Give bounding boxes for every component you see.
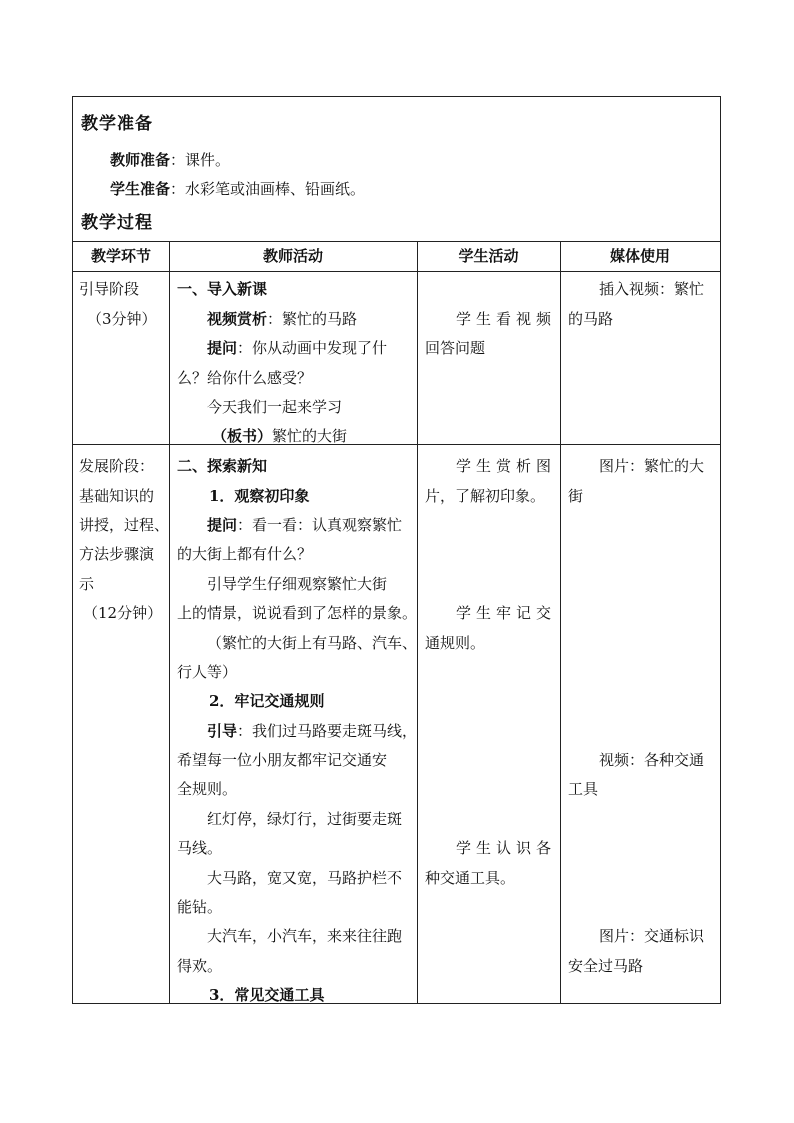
row2-subsection-1: 1．观察初印象 (209, 487, 310, 505)
row2-rhyme3-line2: 得欢。 (177, 957, 223, 975)
row2-stage-line4: 方法步骤演 (79, 545, 155, 563)
row1-today-line: 今天我们一起来学习 (207, 398, 343, 416)
guide-label: 引导 (207, 722, 238, 740)
row2-stage-time: （12分钟） (83, 604, 163, 622)
row2-guide2-line2: 希望每一位小朋友都牢记交通安 (177, 751, 388, 769)
column-divider (417, 241, 418, 1003)
row1-stage-time: （3分钟） (87, 310, 157, 328)
row2-section-title: 二、探索新知 (177, 457, 268, 475)
row2-subsection-2: 2．牢记交通规则 (209, 692, 325, 710)
board-text: 繁忙的大街 (272, 427, 348, 445)
preparation-title: 教学准备 (81, 114, 153, 134)
student-prep-value: ：水彩笔或油画棒、铅画纸。 (170, 180, 366, 198)
row2-question-line (207, 511, 402, 541)
row2-paren-line1: （繁忙的大街上有马路、汽车、 (207, 634, 418, 652)
row1-section-title: 一、导入新课 (177, 280, 268, 298)
row2-stage-line5: 示 (79, 575, 95, 593)
row1-media-line1: 插入视频：繁忙 (599, 280, 705, 298)
row2-student-a2: 片，了解初印象。 (425, 487, 546, 505)
row2-stage-line1: 发展阶段： (79, 457, 155, 475)
teacher-prep-label: 教师准备 (110, 151, 171, 169)
column-divider (560, 241, 561, 1003)
row2-rhyme2-line1: 大马路，宽又宽，马路护栏不 (207, 869, 403, 887)
process-title: 教学过程 (81, 213, 153, 233)
guide-text: ：我们过马路要走斑马线， (237, 722, 418, 740)
row2-rhyme2-line2: 能钻。 (177, 898, 223, 916)
teacher-preparation (110, 149, 230, 170)
row1-video-line (207, 305, 357, 335)
row2-stage-line2: 基础知识的 (79, 487, 155, 505)
question-label: 提问 (207, 339, 238, 357)
column-divider (169, 241, 170, 1003)
question-text: ：你从动画中发现了什 (237, 339, 388, 357)
preparation-section (73, 97, 720, 242)
header-stage: 教学环节 (90, 247, 151, 265)
row1-board-line (212, 422, 347, 452)
question-label: 提问 (207, 516, 238, 534)
lesson-plan-frame (72, 96, 721, 1004)
row2-question-cont: 的大街上都有什么？ (177, 545, 313, 563)
header-media-use: 媒体使用 (609, 247, 670, 265)
row2-student-c1: 学生认识各 (456, 839, 557, 857)
row2-guide2-line1 (207, 717, 417, 747)
row2-stage-line3: 讲授，过程、 (79, 516, 170, 534)
row2-media-a1: 图片：繁忙的大 (599, 457, 705, 475)
row1-student-line1: 学生看视频 (456, 310, 557, 328)
video-text: ：繁忙的马路 (267, 310, 358, 328)
row2-guide2-line3: 全规则。 (177, 780, 238, 798)
video-label: 视频赏析 (207, 310, 268, 328)
student-preparation (110, 178, 365, 199)
row2-student-a1: 学生赏析图 (456, 457, 557, 475)
row2-student-b2: 通规则。 (425, 634, 486, 652)
question-text: ：看一看：认真观察繁忙 (237, 516, 403, 534)
row2-media-b2: 工具 (568, 780, 599, 798)
header-student-activity: 学生活动 (458, 247, 519, 265)
header-teacher-activity: 教师活动 (262, 247, 323, 265)
row2-paren-line2: 行人等） (177, 663, 238, 681)
row2-guide-line1: 引导学生仔细观察繁忙大街 (207, 575, 388, 593)
row2-subsection-3: 3．常见交通工具 (209, 986, 325, 1004)
board-label: （板书） (212, 427, 273, 445)
row1-media-line2: 的马路 (568, 310, 614, 328)
row1-student-line2: 回答问题 (425, 339, 486, 357)
row-divider (73, 444, 720, 445)
row2-student-b1: 学生牢记交 (456, 604, 557, 622)
row2-rhyme3-line1: 大汽车，小汽车，来来往往跑 (207, 927, 403, 945)
row1-question-cont: 么？给你什么感受？ (177, 369, 313, 387)
row2-rhyme1-line2: 马线。 (177, 839, 223, 857)
row1-question-line (207, 334, 387, 364)
row2-rhyme1-line1: 红灯停，绿灯行，过街要走斑 (207, 810, 403, 828)
row2-media-b1: 视频：各种交通 (599, 751, 705, 769)
row2-media-a2: 街 (568, 487, 584, 505)
teacher-prep-value: ：课件。 (170, 151, 231, 169)
row1-stage-name: 引导阶段 (79, 280, 140, 298)
row2-student-c2: 种交通工具。 (425, 869, 516, 887)
student-prep-label: 学生准备 (110, 180, 171, 198)
row2-media-c1: 图片：交通标识 (599, 927, 705, 945)
row2-guide-line2: 上的情景，说说看到了怎样的景象。 (177, 604, 418, 622)
table-header-row (73, 241, 720, 272)
row2-media-c2: 安全过马路 (568, 957, 644, 975)
